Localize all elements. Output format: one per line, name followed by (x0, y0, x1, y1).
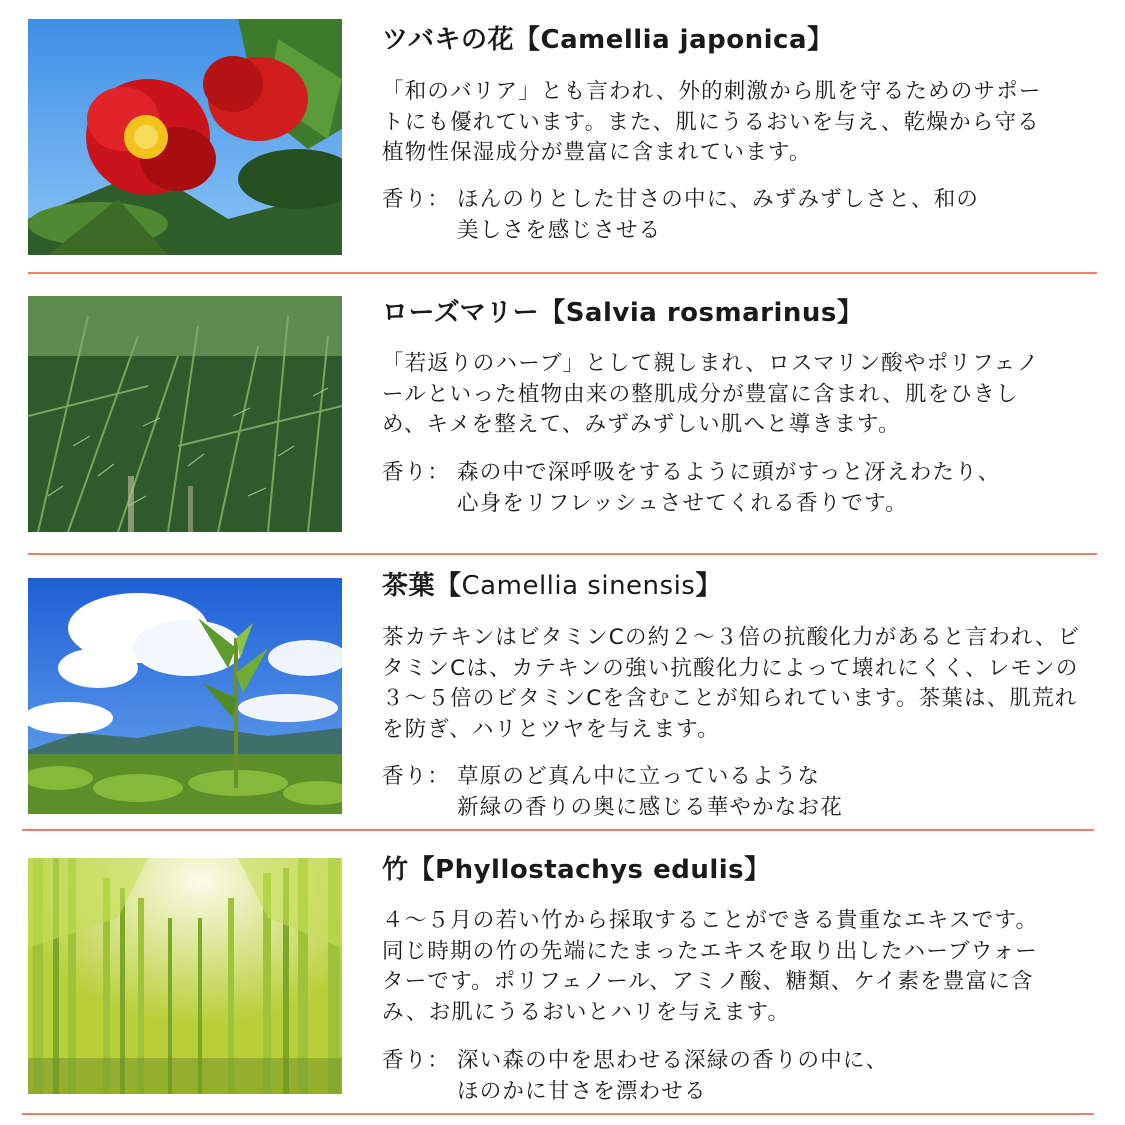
entry-title (382, 23, 834, 57)
scent-label: 香り： (382, 1048, 451, 1073)
bracket-close: 】 (807, 25, 834, 55)
entry-scent (382, 1046, 1082, 1107)
bracket-open: 【 (435, 571, 462, 601)
scent-line: 草原のど真ん中に立っているような (457, 764, 821, 789)
scent-text (457, 1046, 1082, 1107)
entry-scent (382, 458, 1082, 519)
scent-line: 新緑の香りの奥に感じる華やかなお花 (457, 794, 843, 820)
entry-description: 「若返りのハーブ」として親しまれ、ロスマリン酸やポリフェノールといった植物由来の整肌成分が豊富に含まれ、肌をひきしめ、キメを整えて、みずみずしい肌へと導きます。 (382, 351, 1040, 437)
scent-line: 心身をリフレッシュさせてくれる香りです。 (457, 490, 908, 516)
entry-description: 「和のバリア」とも言われ、外的刺激から肌を守るためのサポートにも優れています。また、肌にうるおいを与え、乾燥から守る植物性保湿成分が豊富に含まれています。 (382, 79, 1042, 165)
entry-description: ４～５月の若い竹から採取することができる貴重なエキスです。同じ時期の竹の先端にたまったエキスを取り出したハーブウォーターです。ポリフェノール、アミノ酸、糖類、ケイ素を豊富に含み、お肌にうるおいとハリを与えます。 (382, 908, 1039, 1025)
camellia-flower-photo (28, 19, 342, 255)
entry-description: 茶カテキンはビタミンCの約２～３倍の抗酸化力があると言われ、ビタミンCは、カテキンの強い抗酸化力によって壊れにくく、レモンの３～５倍のビタミンCを含むことが知られています。茶葉は、肌荒れを防ぎ、ハリとツヤを与えます。 (382, 625, 1081, 742)
scent-text (457, 762, 1082, 823)
entry-scent (382, 185, 1082, 246)
plant-name-jp: 茶葉 (382, 571, 436, 601)
scent-text (457, 458, 1082, 519)
plant-name-scientific: Phyllostachys edulis (435, 855, 745, 885)
scent-text (457, 185, 1082, 246)
plant-name-jp: 竹 (382, 855, 409, 885)
bamboo-forest-photo (28, 858, 342, 1094)
tea-leaf-photo (28, 578, 342, 814)
entry-title (382, 296, 863, 330)
scent-line: ほんのりとした甘さの中に、みずみずしさと、和の (457, 187, 980, 212)
scent-label: 香り： (382, 460, 451, 485)
scent-label: 香り： (382, 764, 451, 789)
scent-line: ほのかに甘さを漂わせる (457, 1078, 707, 1104)
plant-name-scientific: Camellia japonica (540, 25, 807, 55)
scent-line: 美しさを感じさせる (457, 217, 662, 243)
scent-line: 森の中で深呼吸をするように頭がすっと冴えわたり、 (457, 460, 1001, 485)
bracket-open: 【 (539, 298, 566, 328)
plant-name-jp: ツバキの花 (382, 25, 514, 55)
plant-name-scientific: Salvia rosmarinus (565, 298, 837, 328)
entry-title (382, 569, 722, 603)
bracket-close: 】 (744, 855, 771, 885)
divider (22, 829, 1094, 831)
divider (28, 272, 1097, 274)
plant-name-jp: ローズマリー (382, 298, 540, 328)
rosemary-photo (28, 296, 342, 532)
bracket-open: 【 (408, 855, 436, 885)
divider (28, 553, 1097, 555)
bracket-close: 】 (695, 571, 722, 601)
bracket-close: 】 (836, 298, 864, 328)
scent-line: 深い森の中を思わせる深緑の香りの中に、 (457, 1048, 889, 1073)
bracket-open: 【 (513, 25, 541, 55)
divider (22, 1113, 1094, 1115)
entry-title (382, 853, 771, 887)
scent-label: 香り： (382, 187, 451, 212)
plant-name-scientific: Camellia sinensis (461, 571, 696, 601)
entry-scent (382, 762, 1082, 823)
